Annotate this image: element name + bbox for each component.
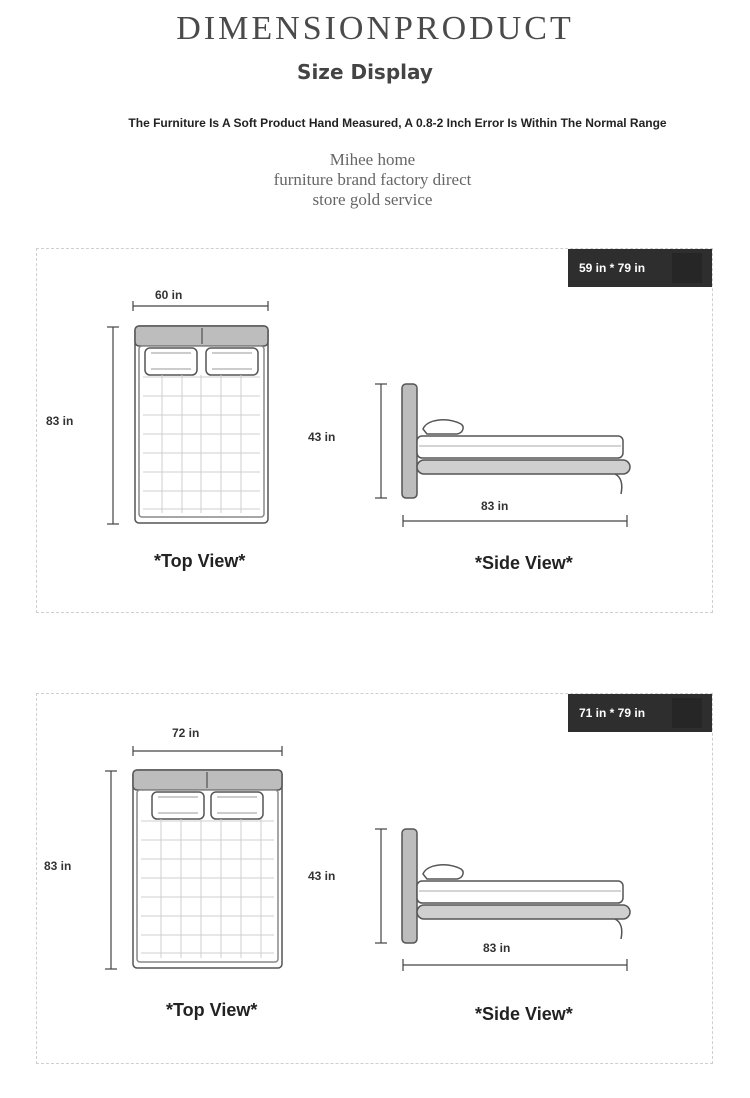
page-subtitle: Size Display [297, 60, 433, 84]
side-view-bed [402, 829, 630, 943]
top-length-dimension-line [105, 771, 117, 969]
tagline-line-3: store gold service [312, 190, 433, 209]
side-length-dimension-line [403, 515, 627, 527]
side-view-label: *Side View* [475, 1004, 573, 1024]
size-panel-1 [36, 248, 713, 613]
top-width-dimension-line [133, 301, 268, 311]
size-badge-text: 71 in * 79 in [579, 706, 646, 720]
brand-tagline [0, 150, 745, 210]
top-width-label: 60 in [155, 288, 183, 302]
side-view-label: *Side View* [475, 553, 573, 573]
top-width-dimension-line [133, 746, 282, 756]
top-length-dimension-line [107, 327, 119, 524]
size-badge-text: 59 in * 79 in [579, 261, 646, 275]
tagline-line-2: furniture brand factory direct [273, 170, 472, 189]
tagline-line-1: Mihee home [329, 150, 416, 169]
side-height-dimension-line [375, 384, 387, 498]
side-length-dimension-line [403, 959, 627, 971]
top-length-label: 83 in [46, 414, 74, 428]
measurement-note: The Furniture Is A Soft Product Hand Measured, A 0.8-2 Inch Error Is Within The Normal Range [128, 116, 667, 130]
bed-drawings [37, 694, 714, 1065]
side-length-label: 83 in [481, 499, 509, 513]
top-view-bed [133, 770, 282, 968]
bed-drawings [37, 249, 714, 614]
top-length-label: 83 in [44, 859, 72, 873]
page-title: DIMENSIONPRODUCT [176, 10, 574, 47]
side-length-label: 83 in [483, 941, 511, 955]
side-height-dimension-line [375, 829, 387, 943]
top-width-label: 72 in [172, 726, 200, 740]
side-view-bed [402, 384, 630, 498]
size-panel-2 [36, 693, 713, 1064]
top-view-label: *Top View* [166, 1000, 258, 1020]
side-height-label: 43 in [308, 430, 336, 444]
top-view-label: *Top View* [154, 551, 246, 571]
side-height-label: 43 in [308, 869, 336, 883]
